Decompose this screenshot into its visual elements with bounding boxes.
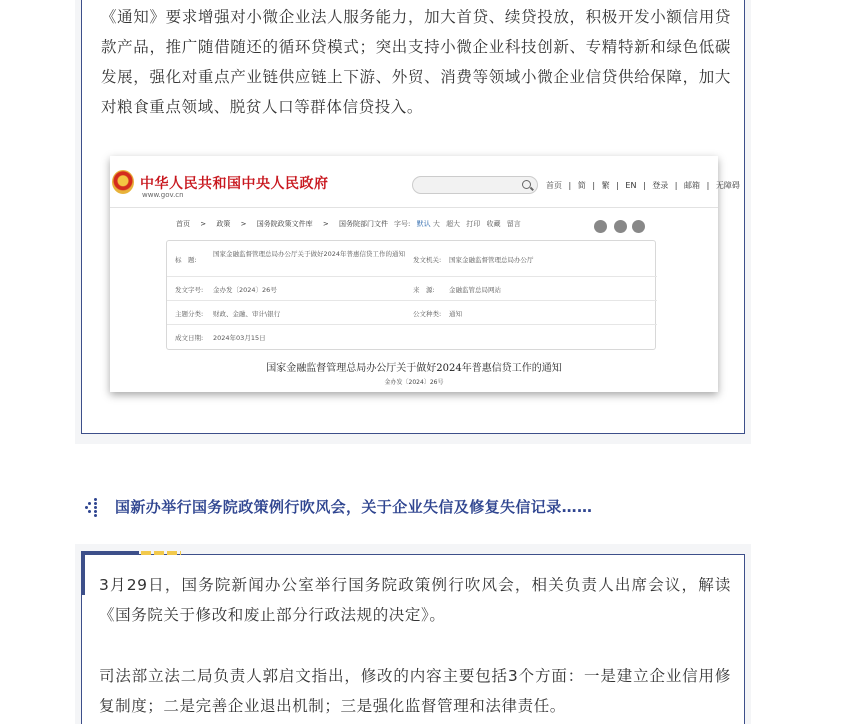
table-row — [167, 277, 657, 301]
gov-site-title: 中华人民共和国中央人民政府 — [140, 176, 329, 192]
wechat-share-icon — [594, 220, 607, 233]
breadcrumb-sep: > — [240, 220, 247, 228]
dots-decoration-icon — [85, 498, 101, 516]
gov-doc-info-table — [166, 240, 656, 350]
gov-link-sep: | — [674, 181, 678, 190]
card-left-accent — [81, 555, 85, 595]
docno-value: 金办发〔2024〕26号 — [213, 286, 277, 294]
font-size-default: 默认 — [416, 220, 431, 228]
gov-link-simplified: 简 — [577, 181, 586, 190]
type-value: 通知 — [449, 310, 462, 318]
article-paragraph-3: 司法部立法二局负责人郭启文指出，修改的内容主要包括3个方面：一是建立企业信用修复制度；二是完善企业退出机制；三是强化监督管理和法律责任。 — [99, 667, 731, 715]
topic-label: 主题分类: — [175, 310, 204, 318]
breadcrumb-department-docs: 国务院部门文件 — [339, 220, 389, 228]
gov-search-box — [412, 176, 538, 194]
card-accent-bar — [81, 551, 139, 555]
gov-link-sep: | — [592, 181, 596, 190]
national-emblem-icon — [112, 170, 134, 194]
table-row — [167, 241, 657, 277]
date-value: 2024年03月15日 — [213, 334, 266, 342]
breadcrumb-sep: > — [200, 220, 207, 228]
title-value: 国家金融监督管理总局办公厅关于做好2024年普惠信贷工作的通知 — [213, 250, 406, 258]
gov-link-sep: | — [616, 181, 619, 190]
favorite-link: 收藏 — [486, 220, 501, 228]
section-title-link[interactable]: 国新办举行国务院政策例行吹风会，关于企业失信及修复失信记录…… — [115, 498, 593, 516]
article-paragraph-2: 3月29日，国务院新闻办公室举行国务院政策例行吹风会，相关负责人出席会议，解读《国务院关于修改和废止部分行政法规的决定》。 — [99, 576, 731, 624]
issuer-label: 发文机关: — [413, 256, 442, 264]
article-paragraph-1: 《通知》要求增强对小微企业法人服务能力，加大首贷、续贷投放，积极开发小额信用贷款产品，推广随借随还的循环贷模式；突出支持小微企业科技创新、专精特新和绿色低碳发展，强化对重点产业链供应链上下游、外贸、消费等领域小微企业信贷供给保障，加大对粮食重点领域、脱贫人口等群体信贷投入。 — [101, 8, 731, 116]
gov-header-links — [546, 180, 744, 191]
gov-link-accessibility: 无障碍 — [715, 181, 740, 190]
gov-link-login: 登录 — [652, 181, 669, 190]
gov-website-screenshot — [110, 156, 740, 392]
gov-link-traditional: 繁 — [601, 181, 610, 190]
gov-doc-title: 国家金融监督管理总局办公厅关于做好2024年普惠信贷工作的通知 — [266, 363, 562, 374]
share-icon — [632, 220, 645, 233]
gov-link-sep: | — [568, 181, 572, 190]
gov-link-english: EN — [625, 181, 637, 190]
date-label: 成文日期: — [175, 334, 204, 342]
type-label: 公文种类: — [413, 310, 442, 318]
gov-tools — [394, 219, 525, 229]
print-link: 打印 — [466, 220, 481, 228]
breadcrumb — [176, 219, 396, 229]
gov-site-url: www.gov.cn — [142, 191, 184, 199]
source-value: 金融监管总局网站 — [449, 286, 501, 294]
breadcrumb-sep: > — [322, 220, 329, 228]
comment-link: 留言 — [506, 220, 521, 228]
table-row — [167, 325, 657, 349]
font-size-label: 字号: — [394, 220, 411, 228]
topic-value: 财政、金融、审计\银行 — [213, 310, 281, 318]
title-label: 标 题: — [175, 256, 197, 264]
font-size-bigger: 超大 — [446, 220, 461, 228]
gov-link-home: 首页 — [546, 181, 562, 190]
gov-doc-number: 金办发〔2024〕26号 — [384, 379, 444, 386]
gov-link-sep: | — [642, 181, 646, 190]
weibo-share-icon — [614, 220, 627, 233]
breadcrumb-policy-library: 国务院政策文件库 — [256, 220, 313, 228]
source-label: 来 源: — [413, 286, 435, 294]
gov-header — [110, 156, 740, 208]
gov-link-mail: 邮箱 — [684, 181, 701, 190]
table-row — [167, 301, 657, 325]
breadcrumb-policy: 政策 — [216, 220, 231, 228]
issuer-value: 国家金融监督管理总局办公厅 — [449, 256, 534, 264]
docno-label: 发文字号: — [175, 286, 204, 294]
font-size-big: 大 — [432, 220, 440, 228]
card-accent-dashes — [141, 551, 181, 555]
gov-link-sep: | — [706, 181, 710, 190]
search-icon — [522, 180, 531, 189]
breadcrumb-home: 首页 — [176, 220, 190, 228]
